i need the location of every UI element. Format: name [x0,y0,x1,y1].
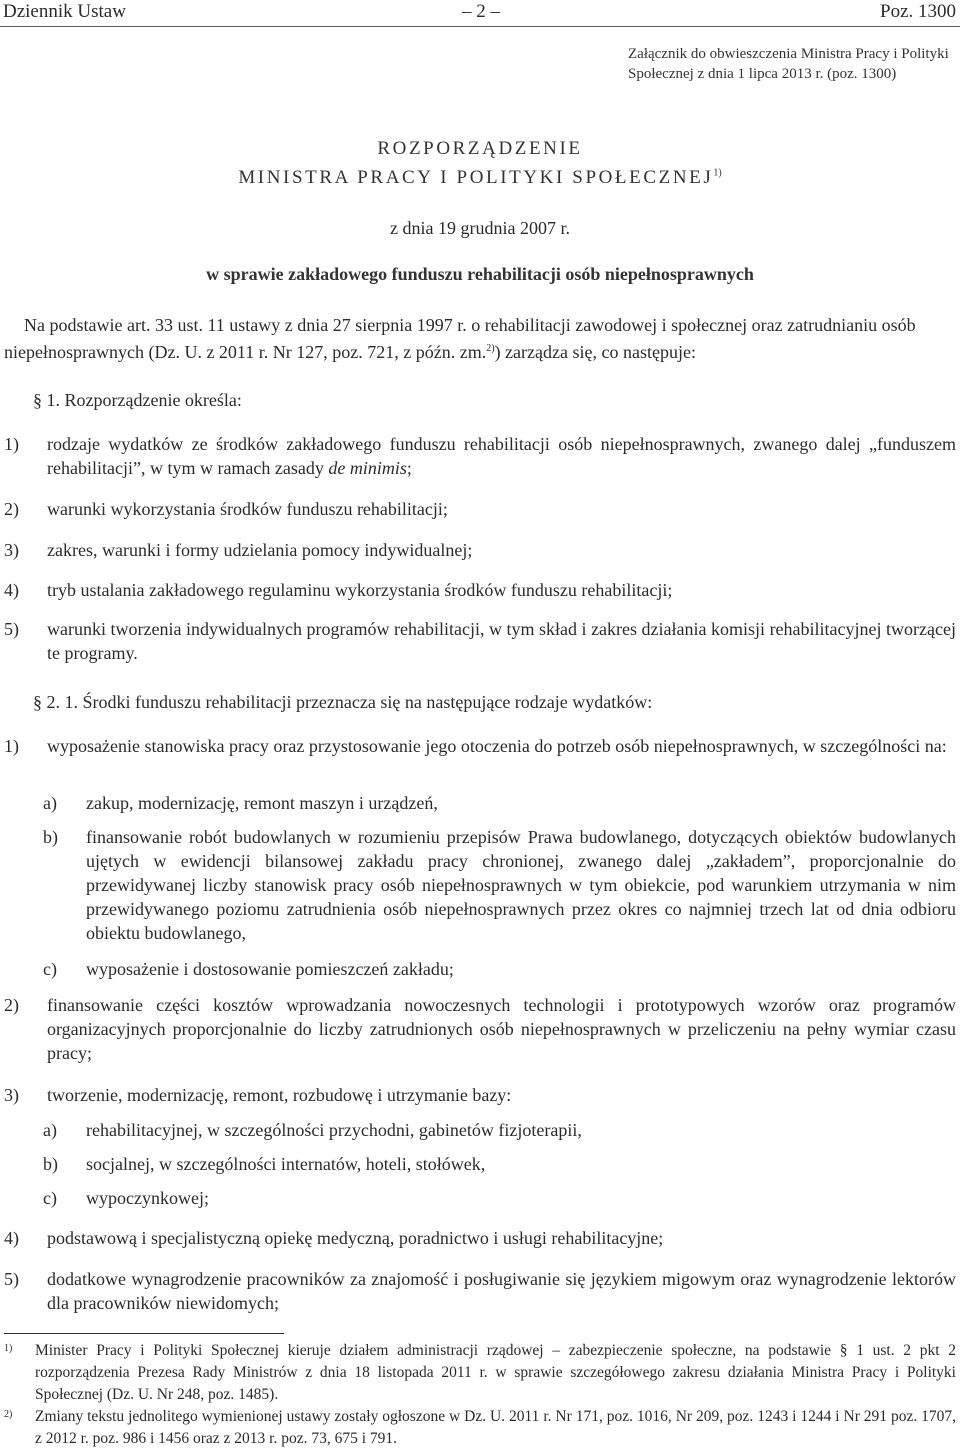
item-number: 2) [4,995,19,1015]
list-item [4,432,956,480]
sub-item-letter: a) [43,1120,57,1140]
list-item [4,497,956,521]
sub-item-letter: c) [43,1188,57,1208]
item-number: 3) [4,540,19,560]
header-divider [0,26,960,27]
list-item [4,617,956,665]
item-text: tworzenie, modernizację, remont, rozbudowę i utrzymanie bazy: [47,1085,512,1105]
item-text: zakres, warunki i formy udzielania pomocy indywidualnej; [47,540,473,560]
item-number: 1) [4,736,19,756]
item-number: 4) [4,1228,19,1248]
item-text: finansowanie części kosztów wprowadzania nowoczesnych technologii i prototypowych wzorów oraz programów organizacyjnych proporcjonalnie do liczby zatrudnionych osób niepełnosprawnych w przeliczeniu na pełny wymiar czasu pracy; [47,995,956,1063]
item-text-end: ; [406,458,412,478]
footnote-text: Zmiany tekstu jednolitego wymienionej ustawy zostały ogłoszone w Dz. U. 2011 r. Nr 171, poz. 1016, Nr 209, poz. 1243 i 1244 i Nr 291 poz. 1707, z 2012 r. poz. 986 i 1456 oraz z 2013 r. poz. 73, 675 i 791. [35,1408,956,1447]
act-date: z dnia 19 grudnia 2007 r. [390,218,570,238]
position-number: Poz. 1300 [880,1,956,22]
item-text-italic: de minimis [328,458,407,478]
sub-item-letter: a) [43,793,57,813]
preamble-tail: ) zarządza się, co następuje: [494,342,696,362]
issuer-footnote-ref: 1) [713,167,722,179]
list-item [4,1083,956,1107]
sub-item-text: rehabilitacyjnej, w szczególności przychodni, gabinetów fizjoterapii, [86,1120,582,1140]
journal-name: Dziennik Ustaw [3,1,126,22]
footnote-text: Minister Pracy i Polityki Społecznej kieruje działem administracji rządowej – zabezpieczenie społeczne, na podstawie § 1 ust. 2 pkt 2 rozporządzenia Prezesa Rady Ministrów z dnia 18 listopada 2011 r. w sprawie szczegółowego zakresu działania Ministra Pracy i Polityki Społecznej (Dz. U. Nr 248, poz. 1485). [35,1342,956,1403]
footnote-number: 1) [4,1343,13,1354]
list-item [4,734,956,758]
sub-item [43,1186,956,1210]
sub-item-text: socjalnej, w szczególności internatów, hoteli, stołówek, [86,1154,486,1174]
list-item [4,1226,956,1250]
sub-item [43,825,956,945]
item-number: 2) [4,499,19,519]
list-item [4,993,956,1065]
item-text [47,432,956,480]
sub-item-letter: b) [43,1154,58,1174]
item-text: wyposażenie stanowiska pracy oraz przystosowanie jego otoczenia do potrzeb osób niepełnosprawnych, w szczególności na: [47,736,947,756]
item-number: 1) [4,434,19,454]
sub-item-letter: b) [43,827,58,847]
footnote [4,1406,956,1450]
item-number: 5) [4,619,19,639]
sub-item-text: wyposażenie i dostosowanie pomieszczeń zakładu; [86,959,454,979]
sub-item-letter: c) [43,959,57,979]
sub-item [43,1118,956,1142]
sub-item-text: zakup, modernizację, remont maszyn i urządzeń, [86,793,438,813]
preamble [4,313,956,364]
act-type-title: ROZPORZĄDZENIE [377,138,583,159]
item-text: dodatkowe wynagrodzenie pracowników za znajomość i posługiwanie się językiem migowym oraz wynagrodzenie lektorów dla pracowników niewidomych; [47,1269,956,1313]
section-2-heading: § 2. 1. Środki funduszu rehabilitacji przeznacza się na następujące rodzaje wydatków: [33,692,653,712]
list-item [4,1267,956,1315]
sub-item [43,791,956,815]
item-text-part: rodzaje wydatków ze środków zakładowego funduszu rehabilitacji osób niepełnosprawnych, zwanego dalej „funduszem rehabilitacji”, w tym w ramach zasady [47,434,956,478]
page-number: – 2 – [462,1,500,22]
sub-item [43,957,956,981]
item-text: warunki tworzenia indywidualnych programów rehabilitacji, w tym skład i zakres działania komisji rehabilitacyjnej tworzącej te programy. [47,619,956,663]
item-text: warunki wykorzystania środków funduszu rehabilitacji; [47,499,448,519]
act-subject: w sprawie zakładowego funduszu rehabilitacji osób niepełnosprawnych [206,264,754,284]
item-text: tryb ustalania zakładowego regulaminu wykorzystania środków funduszu rehabilitacji; [47,580,673,600]
annex-note: Załącznik do obwieszczenia Ministra Pracy i Polityki Społecznej z dnia 1 lipca 2013 r. (poz. 1300) [628,46,949,82]
item-number: 4) [4,580,19,600]
sub-item-text: wypoczynkowej; [86,1188,209,1208]
issuer-title [0,167,960,189]
section-1-heading: § 1. Rozporządzenie określa: [33,390,242,410]
footnote-number: 2) [4,1409,13,1420]
sub-item [43,1152,956,1176]
list-item [4,578,956,602]
preamble-footnote-ref: 2) [486,343,495,354]
preamble-text: Na podstawie art. 33 ust. 11 ustawy z dnia 27 sierpnia 1997 r. o rehabilitacji zawodowej i społecznej oraz zatrudnianiu osób niepełnosprawnych (Dz. U. z 2011 r. Nr 127, poz. 721, z późn. zm. [4,315,916,362]
item-number: 3) [4,1085,19,1105]
item-number: 5) [4,1269,19,1289]
footnote-divider [4,1333,284,1334]
issuer-title-text: MINISTRA PRACY I POLITYKI SPOŁECZNEJ [238,167,714,188]
footnote [4,1340,956,1406]
sub-item-text: finansowanie robót budowlanych w rozumieniu przepisów Prawa budowlanego, dotyczących obiektów budowlanych ujętych w ewidencji bilansowej zakładu pracy chronionej, zwanego dalej „zakładem”, proporcjonalnie do przewidywanej liczby stanowisk pracy osób niepełnosprawnych w tym obiekcie, pod warunkiem utrzymania w nim przewidywanego poziomu zatrudnienia osób niepełnosprawnych przez okres co najmniej trzech lat od dnia odbioru obiektu budowlanego, [86,827,956,943]
item-text: podstawową i specjalistyczną opiekę medyczną, poradnictwo i usługi rehabilitacyjne; [47,1228,664,1248]
list-item [4,538,956,562]
